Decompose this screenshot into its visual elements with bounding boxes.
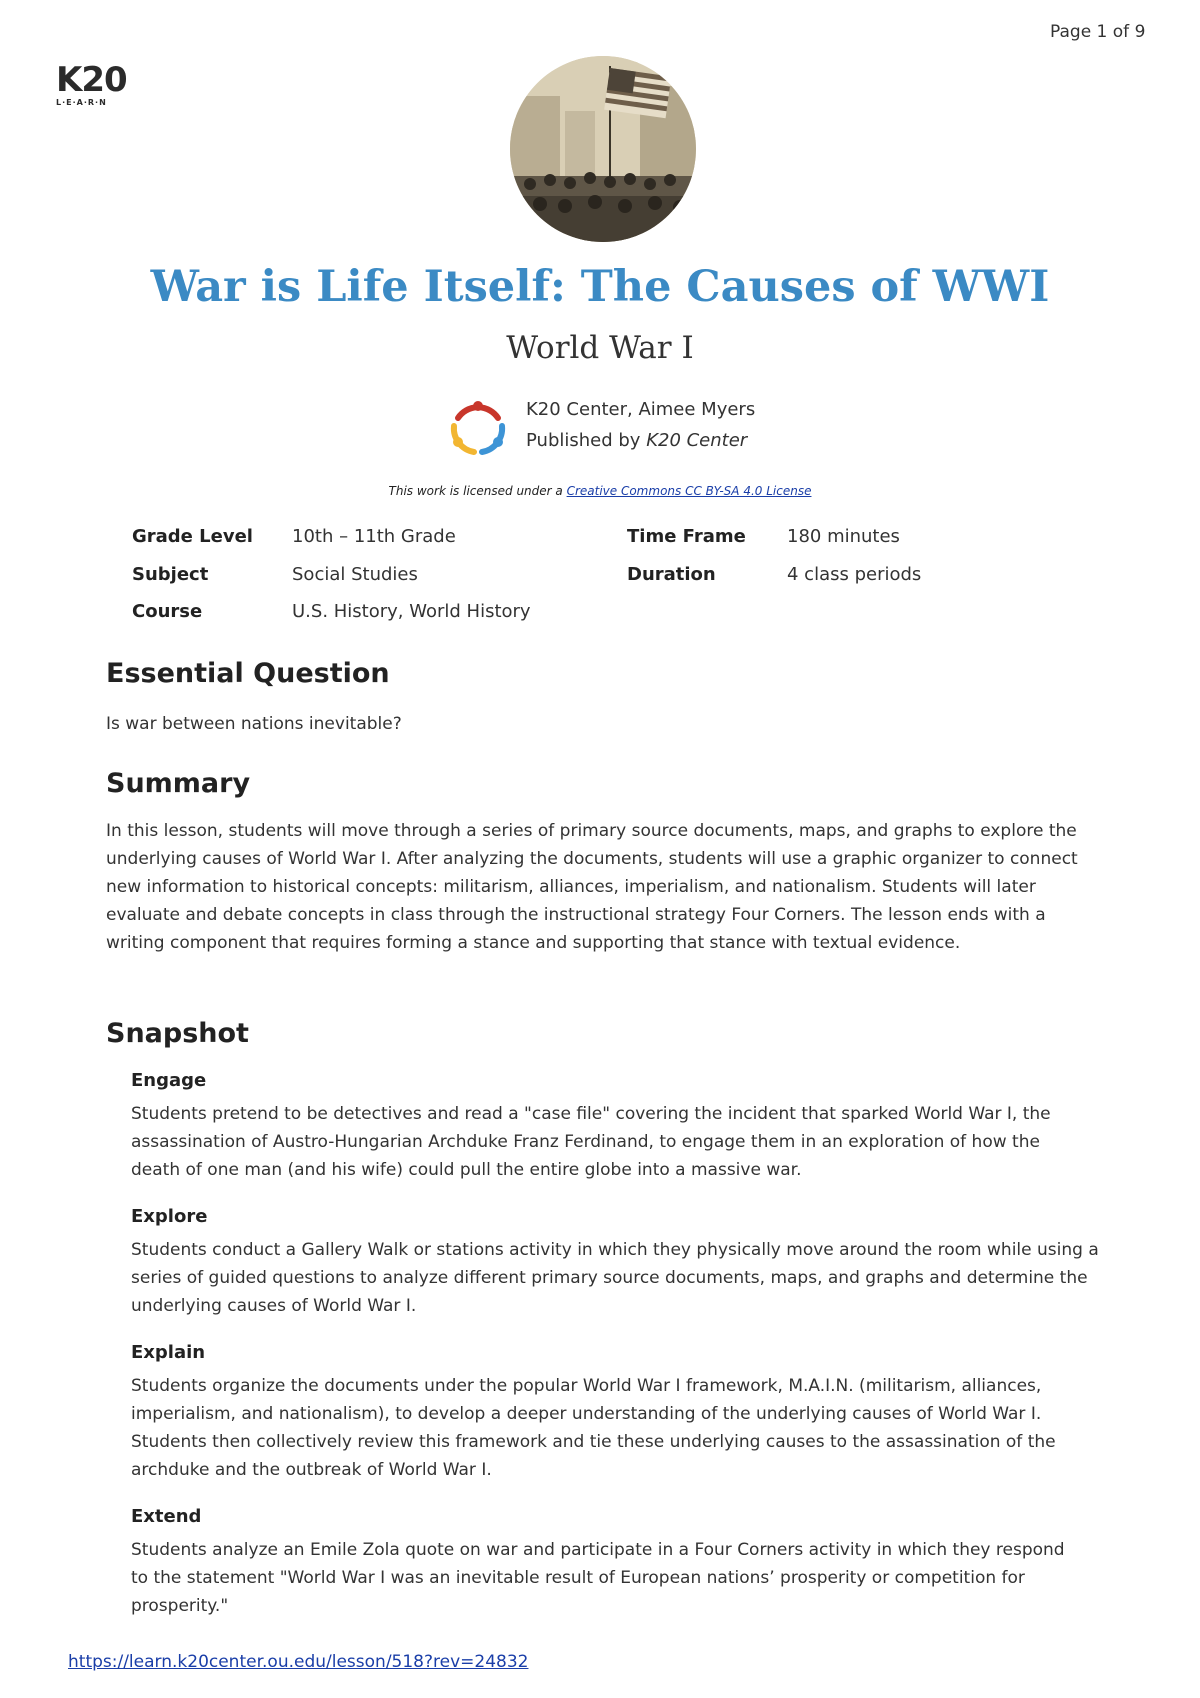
license-prefix: This work is licensed under a [388,484,567,498]
essential-question-text: Is war between nations inevitable? [106,714,402,734]
explain-text: Students organize the documents under the popular World War I framework, M.A.I.N. (militarism, alliances, imperialism, and nationalism), to develop a deeper understanding of the underlying causes of World War I. Students then collectively review this framework and tie these underlying causes to the assassination of the archduke and the outbreak of World War I. [131,1376,1056,1480]
time-frame-label: Time Frame [627,526,746,547]
license-notice [0,484,1200,498]
engage-title: Engage [131,1070,207,1091]
extend-title: Extend [131,1506,202,1527]
grade-level-label: Grade Level [132,526,253,547]
essential-question-heading: Essential Question [106,658,390,689]
time-frame-value: 180 minutes [787,526,900,547]
lesson-title: War is Life Itself: The Causes of WWI [150,262,1050,312]
k20-people-circle-icon [446,396,510,460]
duration-label: Duration [627,564,716,585]
course-label: Course [132,601,203,622]
explain-title: Explain [131,1342,206,1363]
engage-text: Students pretend to be detectives and read a "case file" covering the incident that sparked World War I, the assassination of Austro-Hungarian Archduke Franz Ferdinand, to engage them in an exploration of how the death of one man (and his wife) could pull the entire globe into a massive war. [131,1104,1051,1180]
page-number: Page 1 of 9 [1050,22,1146,42]
snapshot-heading: Snapshot [106,1018,249,1049]
logo-main-text: K20 [56,60,127,100]
subject-value: Social Studies [292,564,418,585]
course-value: U.S. History, World History [292,601,531,622]
explore-title: Explore [131,1206,208,1227]
lesson-subtitle: World War I [506,330,694,366]
hero-image [510,56,696,242]
summary-heading: Summary [106,768,251,799]
summary-text: In this lesson, students will move through a series of primary source documents, maps, and graphs to explore the underlying causes of World War I. After analyzing the documents, students will use a graphic organizer to connect new information to historical concepts: militarism, alliances, imperialism, and nationalism. Students will later evaluate and debate concepts in class through the instructional strategy Four Corners. The lesson ends with a writing component that requires forming a stance and supporting that stance with textual evidence. [106,821,1078,953]
author-names: K20 Center, Aimee Myers [526,399,756,420]
publisher-line [526,430,747,451]
lesson-url-link[interactable]: https://learn.k20center.ou.edu/lesson/518?rev=24832 [68,1652,529,1672]
duration-value: 4 class periods [787,564,922,585]
subject-label: Subject [132,564,209,585]
explore-text: Students conduct a Gallery Walk or stations activity in which they physically move around the room while using a series of guided questions to analyze different primary source documents, maps, and graphs and determine the underlying causes of World War I. [131,1240,1099,1316]
grade-level-value: 10th – 11th Grade [292,526,456,547]
author-block [446,396,866,466]
extend-text: Students analyze an Emile Zola quote on war and participate in a Four Corners activity in which they respond to the statement "World War I was an inevitable result of European nations’ prosperity or competition for prosperity." [131,1540,1065,1616]
k20-logo [56,60,127,107]
logo-sub-text: L·E·A·R·N [56,98,107,107]
publisher-name: K20 Center [646,430,748,451]
publisher-prefix: Published by [526,430,647,451]
license-link[interactable]: Creative Commons CC BY-SA 4.0 License [566,484,812,498]
